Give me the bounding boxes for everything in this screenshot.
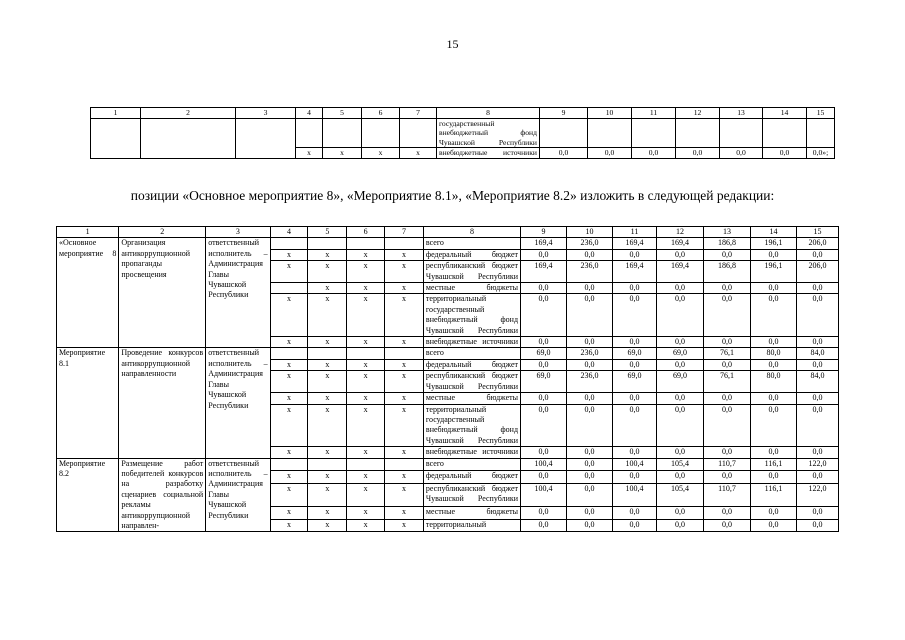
value-cell: 76,1 <box>704 348 751 359</box>
value-cell: 0,0 <box>704 359 751 370</box>
header-cell: 4 <box>270 227 308 238</box>
x-cell <box>347 458 385 470</box>
x-cell: x <box>347 507 385 519</box>
x-cell: x <box>270 249 308 260</box>
executor-cell: ответственный исполнитель – Администрация Главы Чувашской Республики <box>206 348 270 458</box>
source-cell: всего <box>423 238 520 249</box>
executor-cell: ответственный исполнитель – Администрация Главы Чувашской Республики <box>206 458 270 532</box>
value-cell: 0,0 <box>797 447 839 458</box>
value-cell: 0,0 <box>613 337 657 348</box>
x-cell: x <box>400 148 437 159</box>
value-cell: 80,0 <box>751 348 797 359</box>
x-cell: x <box>385 447 424 458</box>
value-cell: 0,0 <box>797 519 839 532</box>
x-cell: x <box>308 283 347 294</box>
value-cell: 0,0 <box>751 447 797 458</box>
value-cell: 80,0 <box>751 371 797 393</box>
x-cell: x <box>347 337 385 348</box>
x-cell: x <box>385 483 424 507</box>
value-cell: 0,0 <box>521 337 567 348</box>
x-cell: x <box>385 507 424 519</box>
x-cell <box>308 348 347 359</box>
x-cell: x <box>347 359 385 370</box>
value-cell: 0,0 <box>656 283 703 294</box>
x-cell: x <box>308 393 347 404</box>
x-cell <box>270 458 308 470</box>
value-cell: 169,4 <box>613 261 657 283</box>
value-cell: 0,0 <box>797 337 839 348</box>
x-cell <box>385 458 424 470</box>
value-cell: 0,0 <box>704 393 751 404</box>
value-cell: 0,0 <box>567 404 613 447</box>
x-cell <box>308 238 347 249</box>
executor-cell: ответственный исполнитель – Администрация Главы Чувашской Республики <box>206 238 270 348</box>
value-cell: 0,0»; <box>807 148 835 159</box>
value-cell: 0,0 <box>656 471 703 483</box>
value-cell: 0,0 <box>613 519 657 532</box>
value-cell: 110,7 <box>704 458 751 470</box>
value-cell: 116,1 <box>751 483 797 507</box>
x-cell <box>270 283 308 294</box>
value-cell: 0,0 <box>751 283 797 294</box>
x-cell: x <box>385 371 424 393</box>
value-cell: 196,1 <box>751 238 797 249</box>
x-cell: x <box>308 447 347 458</box>
value-cell: 186,8 <box>704 238 751 249</box>
value-cell: 0,0 <box>613 249 657 260</box>
x-cell: x <box>385 337 424 348</box>
table-row <box>57 348 839 359</box>
value-cell: 0,0 <box>763 148 807 159</box>
source-cell: республиканский бюджет Чувашской Республики <box>423 483 520 507</box>
value-cell: 186,8 <box>704 261 751 283</box>
x-cell: x <box>308 261 347 283</box>
value-cell <box>676 118 720 148</box>
value-cell: 100,4 <box>613 483 657 507</box>
value-cell <box>807 118 835 148</box>
value-cell: 0,0 <box>656 404 703 447</box>
table-row <box>57 458 839 470</box>
source-cell: всего <box>423 348 520 359</box>
header-cell: 3 <box>236 108 296 119</box>
empty-cell <box>236 118 296 158</box>
value-cell: 0,0 <box>656 359 703 370</box>
x-cell <box>347 238 385 249</box>
header-cell: 2 <box>141 108 236 119</box>
x-cell: x <box>308 483 347 507</box>
x-cell <box>385 348 424 359</box>
header-cell: 4 <box>296 108 323 119</box>
value-cell: 105,4 <box>656 458 703 470</box>
x-cell: x <box>347 249 385 260</box>
value-cell: 0,0 <box>632 148 676 159</box>
value-cell: 0,0 <box>751 249 797 260</box>
value-cell: 110,7 <box>704 483 751 507</box>
source-cell: республиканский бюджет Чувашской Республики <box>423 371 520 393</box>
x-cell: x <box>347 483 385 507</box>
value-cell: 100,4 <box>521 483 567 507</box>
header-row <box>91 108 835 119</box>
header-row <box>57 227 839 238</box>
value-cell: 0,0 <box>567 359 613 370</box>
x-cell: x <box>308 519 347 532</box>
value-cell: 100,4 <box>613 458 657 470</box>
value-cell <box>540 118 588 148</box>
value-cell: 0,0 <box>521 393 567 404</box>
x-cell: x <box>270 393 308 404</box>
value-cell: 0,0 <box>751 507 797 519</box>
header-cell: 15 <box>797 227 839 238</box>
header-cell: 14 <box>763 108 807 119</box>
value-cell: 0,0 <box>521 519 567 532</box>
x-cell: x <box>308 471 347 483</box>
x-cell <box>323 118 362 148</box>
value-cell: 69,0 <box>613 371 657 393</box>
value-cell: 0,0 <box>751 359 797 370</box>
value-cell: 0,0 <box>704 507 751 519</box>
x-cell <box>385 238 424 249</box>
x-cell: x <box>385 283 424 294</box>
source-cell: государственный внебюджетный фонд Чувашской Республики <box>437 118 540 148</box>
header-cell: 13 <box>720 108 763 119</box>
x-cell <box>270 348 308 359</box>
activity-name-cell: Мероприятие 8.1 <box>57 348 119 458</box>
value-cell: 0,0 <box>613 447 657 458</box>
value-cell: 0,0 <box>521 447 567 458</box>
value-cell: 0,0 <box>797 294 839 337</box>
value-cell: 0,0 <box>613 471 657 483</box>
x-cell: x <box>308 371 347 393</box>
value-cell: 0,0 <box>751 471 797 483</box>
value-cell: 0,0 <box>521 404 567 447</box>
x-cell: x <box>308 294 347 337</box>
x-cell: x <box>270 483 308 507</box>
value-cell: 0,0 <box>567 249 613 260</box>
value-cell: 0,0 <box>751 404 797 447</box>
x-cell: x <box>347 404 385 447</box>
x-cell: x <box>308 359 347 370</box>
source-cell: федеральный бюджет <box>423 359 520 370</box>
value-cell: 122,0 <box>797 458 839 470</box>
x-cell: x <box>270 404 308 447</box>
value-cell: 0,0 <box>521 507 567 519</box>
x-cell: x <box>362 148 400 159</box>
header-cell: 6 <box>347 227 385 238</box>
x-cell: x <box>347 471 385 483</box>
header-cell: 11 <box>613 227 657 238</box>
value-cell: 0,0 <box>567 294 613 337</box>
x-cell: x <box>385 393 424 404</box>
x-cell <box>296 118 323 148</box>
value-cell: 169,4 <box>521 238 567 249</box>
x-cell: x <box>347 393 385 404</box>
value-cell: 0,0 <box>567 483 613 507</box>
table-row <box>57 238 839 249</box>
activity-name-cell: «Основное мероприятие 8 <box>57 238 119 348</box>
value-cell: 0,0 <box>656 249 703 260</box>
header-cell: 13 <box>704 227 751 238</box>
header-cell: 6 <box>362 108 400 119</box>
value-cell: 105,4 <box>656 483 703 507</box>
x-cell: x <box>347 294 385 337</box>
x-cell: x <box>308 404 347 447</box>
value-cell: 196,1 <box>751 261 797 283</box>
value-cell: 0,0 <box>540 148 588 159</box>
source-cell: республиканский бюджет Чувашской Республики <box>423 261 520 283</box>
x-cell <box>308 458 347 470</box>
value-cell: 169,4 <box>613 238 657 249</box>
x-cell: x <box>308 507 347 519</box>
empty-cell <box>91 118 141 158</box>
value-cell: 0,0 <box>704 471 751 483</box>
main-table <box>56 226 839 532</box>
header-cell: 8 <box>423 227 520 238</box>
header-cell: 9 <box>521 227 567 238</box>
header-cell: 11 <box>632 108 676 119</box>
value-cell: 0,0 <box>656 507 703 519</box>
source-cell: внебюджетные источники <box>423 447 520 458</box>
value-cell: 0,0 <box>751 294 797 337</box>
value-cell: 0,0 <box>521 471 567 483</box>
x-cell: x <box>270 519 308 532</box>
x-cell: x <box>323 148 362 159</box>
x-cell: x <box>270 371 308 393</box>
x-cell <box>347 348 385 359</box>
source-cell: внебюджетные источники <box>423 337 520 348</box>
value-cell: 0,0 <box>704 283 751 294</box>
value-cell: 0,0 <box>613 359 657 370</box>
value-cell: 169,4 <box>521 261 567 283</box>
x-cell: x <box>270 471 308 483</box>
value-cell: 0,0 <box>656 447 703 458</box>
value-cell: 122,0 <box>797 483 839 507</box>
value-cell: 236,0 <box>567 348 613 359</box>
header-cell: 3 <box>206 227 270 238</box>
x-cell: x <box>270 337 308 348</box>
header-cell: 2 <box>119 227 206 238</box>
value-cell: 169,4 <box>656 261 703 283</box>
value-cell: 206,0 <box>797 261 839 283</box>
header-cell: 9 <box>540 108 588 119</box>
value-cell: 0,0 <box>704 447 751 458</box>
x-cell <box>400 118 437 148</box>
value-cell: 0,0 <box>613 507 657 519</box>
value-cell: 0,0 <box>704 404 751 447</box>
header-cell: 7 <box>400 108 437 119</box>
activity-name-cell: Мероприятие 8.2 <box>57 458 119 532</box>
value-cell <box>720 118 763 148</box>
value-cell: 0,0 <box>567 507 613 519</box>
x-cell <box>362 118 400 148</box>
source-cell: местные бюджеты <box>423 393 520 404</box>
value-cell: 0,0 <box>613 404 657 447</box>
value-cell: 0,0 <box>797 507 839 519</box>
x-cell: x <box>308 249 347 260</box>
x-cell: x <box>385 519 424 532</box>
x-cell: x <box>270 294 308 337</box>
header-cell: 5 <box>308 227 347 238</box>
instruction-text: позиции «Основное мероприятие 8», «Мероприятие 8.1», «Мероприятие 8.2» изложить в следующей редакции: <box>130 188 775 203</box>
value-cell: 0,0 <box>797 283 839 294</box>
header-cell: 14 <box>751 227 797 238</box>
value-cell: 0,0 <box>704 294 751 337</box>
value-cell: 0,0 <box>704 519 751 532</box>
value-cell: 69,0 <box>521 348 567 359</box>
x-cell: x <box>270 447 308 458</box>
value-cell <box>632 118 676 148</box>
header-cell: 15 <box>807 108 835 119</box>
empty-cell <box>141 118 236 158</box>
source-cell: федеральный бюджет <box>423 471 520 483</box>
value-cell: 0,0 <box>521 249 567 260</box>
header-cell: 10 <box>588 108 632 119</box>
value-cell: 0,0 <box>751 519 797 532</box>
value-cell: 0,0 <box>704 337 751 348</box>
x-cell: x <box>385 249 424 260</box>
x-cell: x <box>347 519 385 532</box>
activity-title-cell: Проведение конкурсов антикоррупционной направленности <box>119 348 206 458</box>
header-cell: 1 <box>57 227 119 238</box>
source-cell: территориальный государственный внебюджетный фонд Чувашской Республики <box>423 404 520 447</box>
value-cell: 0,0 <box>656 519 703 532</box>
value-cell: 169,4 <box>656 238 703 249</box>
value-cell: 0,0 <box>521 294 567 337</box>
value-cell: 84,0 <box>797 348 839 359</box>
header-cell: 8 <box>437 108 540 119</box>
x-cell: x <box>347 283 385 294</box>
value-cell: 0,0 <box>521 283 567 294</box>
value-cell: 69,0 <box>613 348 657 359</box>
value-cell: 0,0 <box>613 283 657 294</box>
header-cell: 12 <box>656 227 703 238</box>
x-cell: x <box>270 261 308 283</box>
value-cell: 69,0 <box>521 371 567 393</box>
value-cell: 0,0 <box>797 393 839 404</box>
x-cell: x <box>270 507 308 519</box>
header-cell: 10 <box>567 227 613 238</box>
x-cell: x <box>296 148 323 159</box>
value-cell: 76,1 <box>704 371 751 393</box>
value-cell: 0,0 <box>567 337 613 348</box>
source-cell: внебюджетные источники <box>437 148 540 159</box>
value-cell: 84,0 <box>797 371 839 393</box>
value-cell: 0,0 <box>613 393 657 404</box>
source-cell: территориальный <box>423 519 520 532</box>
value-cell: 0,0 <box>521 359 567 370</box>
header-cell: 5 <box>323 108 362 119</box>
source-cell: всего <box>423 458 520 470</box>
value-cell: 0,0 <box>704 249 751 260</box>
value-cell <box>763 118 807 148</box>
x-cell <box>270 238 308 249</box>
value-cell: 0,0 <box>613 294 657 337</box>
value-cell: 236,0 <box>567 261 613 283</box>
value-cell: 116,1 <box>751 458 797 470</box>
value-cell: 0,0 <box>567 447 613 458</box>
value-cell: 0,0 <box>567 471 613 483</box>
value-cell: 0,0 <box>676 148 720 159</box>
source-cell: местные бюджеты <box>423 507 520 519</box>
x-cell: x <box>385 359 424 370</box>
value-cell: 0,0 <box>588 148 632 159</box>
value-cell: 0,0 <box>567 519 613 532</box>
x-cell: x <box>385 261 424 283</box>
activity-title-cell: Организация антикоррупционной пропаганды просвещения <box>119 238 206 348</box>
x-cell: x <box>347 447 385 458</box>
value-cell: 0,0 <box>751 337 797 348</box>
page-number: 15 <box>446 37 459 51</box>
value-cell: 236,0 <box>567 371 613 393</box>
x-cell: x <box>308 337 347 348</box>
value-cell: 0,0 <box>797 404 839 447</box>
x-cell: x <box>385 404 424 447</box>
value-cell: 69,0 <box>656 371 703 393</box>
x-cell: x <box>347 261 385 283</box>
value-cell: 0,0 <box>656 393 703 404</box>
x-cell: x <box>347 371 385 393</box>
value-cell: 0,0 <box>567 283 613 294</box>
value-cell: 0,0 <box>720 148 763 159</box>
value-cell: 0,0 <box>656 294 703 337</box>
value-cell: 0,0 <box>656 337 703 348</box>
value-cell: 0,0 <box>567 393 613 404</box>
header-cell: 7 <box>385 227 424 238</box>
value-cell: 100,4 <box>521 458 567 470</box>
value-cell: 0,0 <box>567 458 613 470</box>
source-cell: федеральный бюджет <box>423 249 520 260</box>
source-cell: территориальный государственный внебюджетный фонд Чувашской Республики <box>423 294 520 337</box>
header-cell: 12 <box>676 108 720 119</box>
value-cell: 236,0 <box>567 238 613 249</box>
table-row <box>91 118 835 148</box>
value-cell <box>588 118 632 148</box>
value-cell: 0,0 <box>797 359 839 370</box>
value-cell: 0,0 <box>797 471 839 483</box>
continued-table <box>90 107 835 159</box>
value-cell: 0,0 <box>751 393 797 404</box>
activity-title-cell: Размещение работ победителей конкурсов на разработку сценариев социальной рекламы антикоррупционной направлен- <box>119 458 206 532</box>
source-cell: местные бюджеты <box>423 283 520 294</box>
value-cell: 206,0 <box>797 238 839 249</box>
header-cell: 1 <box>91 108 141 119</box>
value-cell: 0,0 <box>797 249 839 260</box>
x-cell: x <box>385 294 424 337</box>
value-cell: 69,0 <box>656 348 703 359</box>
x-cell: x <box>385 471 424 483</box>
x-cell: x <box>270 359 308 370</box>
